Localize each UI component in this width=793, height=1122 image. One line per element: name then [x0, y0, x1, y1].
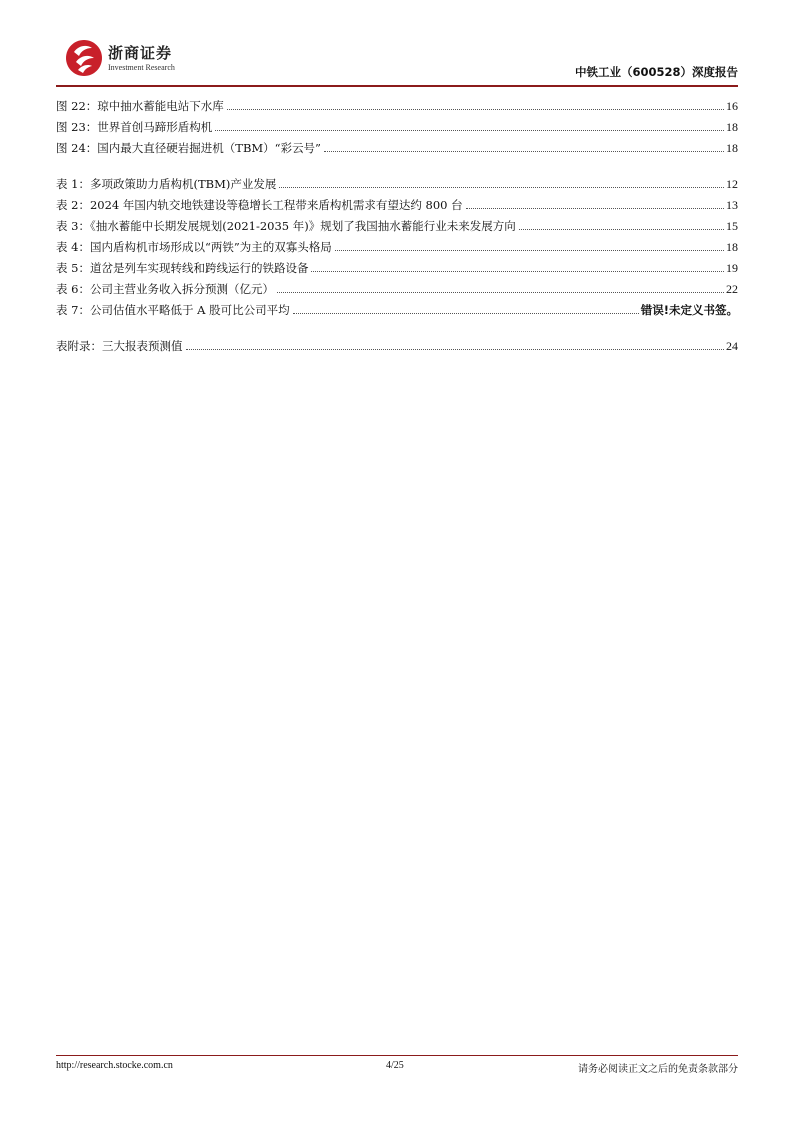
page-footer [56, 1060, 738, 1076]
table-list [56, 176, 738, 323]
toc-entry-table-2[interactable] [56, 197, 738, 218]
report-title: 中铁工业（600528）深度报告 [574, 65, 738, 79]
toc-entry-figure-24[interactable] [56, 140, 738, 161]
toc-dot-leader [335, 250, 724, 251]
logo-english-text: Investment Research [108, 63, 175, 72]
footer-divider [56, 1055, 738, 1056]
toc-entry-page: 19 [726, 261, 738, 275]
toc-entry-table-5[interactable] [56, 260, 738, 281]
toc-entry-label: 图 24：国内最大直径硬岩掘进机（TBM）“彩云号” [56, 141, 321, 155]
toc-dot-leader [519, 229, 724, 230]
toc-entry-page: 18 [726, 141, 738, 155]
logo-mark-icon [64, 38, 104, 78]
toc-entry-label: 表附录：三大报表预测值 [56, 339, 183, 353]
toc-entry-page: 15 [726, 219, 738, 233]
toc-entry-label: 表 6：公司主营业务收入拆分预测（亿元） [56, 282, 274, 296]
toc-dot-leader [466, 208, 724, 209]
footer-page-number: 4/25 [386, 1060, 404, 1071]
toc-dot-leader [227, 109, 724, 110]
toc-entry-appendix[interactable] [56, 338, 738, 359]
toc-entry-page-error: 错误!未定义书签。 [640, 303, 738, 317]
footer-disclaimer: 请务必阅读正文之后的免责条款部分 [578, 1064, 738, 1075]
figure-list [56, 98, 738, 161]
toc-entry-page: 16 [726, 99, 738, 113]
toc-entry-figure-22[interactable] [56, 98, 738, 119]
toc-entry-label: 表 2：2024 年国内轨交地铁建设等稳增长工程带来盾构机需求有望达约 800 台 [56, 198, 463, 212]
toc-entry-table-4[interactable] [56, 239, 738, 260]
toc-entry-label: 图 23：世界首创马蹄形盾构机 [56, 120, 213, 134]
toc-entry-page: 18 [726, 240, 738, 254]
table-of-contents [56, 98, 738, 359]
toc-entry-table-3[interactable] [56, 218, 738, 239]
toc-entry-page: 18 [726, 120, 738, 134]
toc-entry-figure-23[interactable] [56, 119, 738, 140]
toc-dot-leader [293, 313, 639, 314]
toc-entry-table-1[interactable] [56, 176, 738, 197]
toc-entry-label: 表 5：道岔是列车实现转线和跨线运行的铁路设备 [56, 261, 309, 275]
toc-entry-page: 12 [726, 177, 738, 191]
toc-entry-label: 图 22：琼中抽水蓄能电站下水库 [56, 99, 224, 113]
toc-entry-label: 表 7：公司估值水平略低于 A 股可比公司平均 [56, 303, 290, 317]
toc-dot-leader [279, 187, 724, 188]
logo-chinese-text: 浙商证券 [108, 44, 173, 62]
footer-url-link[interactable]: http://research.stocke.com.cn [56, 1060, 173, 1071]
toc-entry-table-7[interactable] [56, 302, 738, 323]
toc-dot-leader [215, 130, 724, 131]
toc-entry-page: 22 [726, 282, 738, 296]
toc-entry-label: 表 1：多项政策助力盾构机(TBM)产业发展 [56, 177, 277, 191]
toc-entry-label: 表 3：《抽水蓄能中长期发展规划(2021-2035 年)》规划了我国抽水蓄能行业未来发展方向 [56, 219, 516, 233]
page-header [56, 34, 738, 84]
toc-entry-page: 13 [726, 198, 738, 212]
toc-dot-leader [324, 151, 724, 152]
toc-entry-page: 24 [726, 339, 738, 353]
toc-dot-leader [277, 292, 724, 293]
header-divider [56, 85, 738, 87]
toc-entry-label: 表 4：国内盾构机市场形成以“两铁”为主的双寡头格局 [56, 240, 332, 254]
appendix-list [56, 338, 738, 359]
toc-dot-leader [186, 349, 725, 350]
toc-entry-table-6[interactable] [56, 281, 738, 302]
logo [64, 38, 184, 78]
toc-dot-leader [311, 271, 724, 272]
